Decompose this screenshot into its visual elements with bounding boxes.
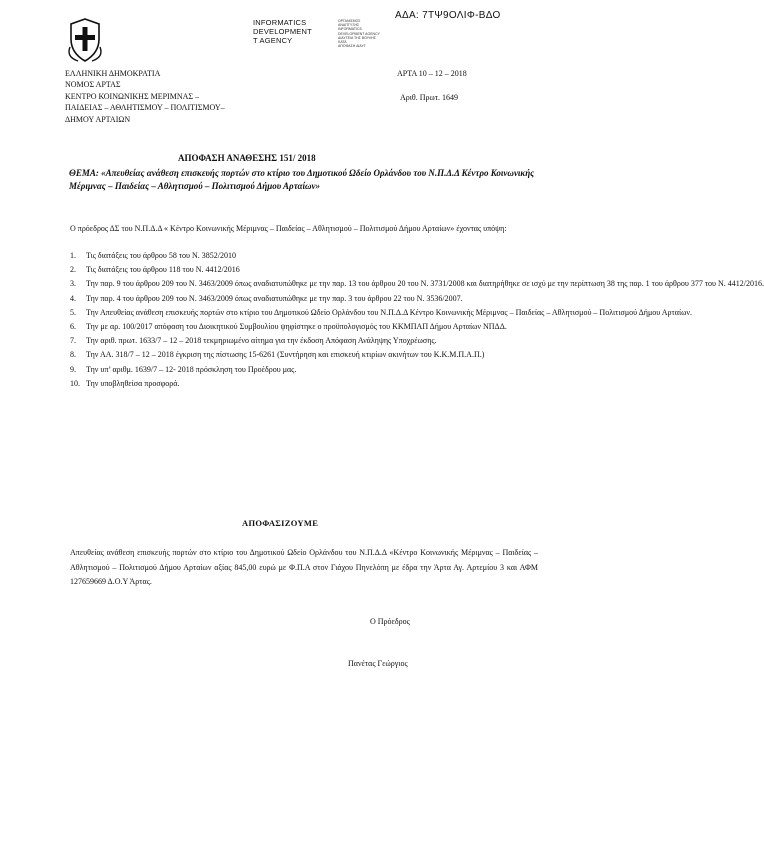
- signature-title: Ο Πρόεδρος: [370, 617, 410, 626]
- list-item: 4. Την παρ. 4 του άρθρου 209 του Ν. 3463/2009 όπως αναδιατυπώθηκε με την παρ. 3 του άρθρου 22 του Ν. 3536/2007.: [70, 293, 463, 303]
- list-item: 2. Τις διατάξεις του άρθρου 118 του Ν. 4412/2016: [70, 265, 240, 275]
- logo-line: DEVELOPMENT: [253, 27, 312, 36]
- logo-line: T AGENCY: [253, 36, 293, 45]
- list-item: 10. Την υποβληθείσα προσφορά.: [70, 378, 180, 388]
- decide-heading: ΑΠΟΦΑΣΙΖΟΥΜΕ: [242, 518, 319, 528]
- organization-header: [65, 68, 225, 125]
- considerations-list: [70, 250, 764, 392]
- list-item: 7. Την αριθ. πρωτ. 1633/7 – 12 – 2018 τεκμηριωμένο αίτημα για την έκδοση Απόφαση Ανάληψης Υποχρέωσης.: [70, 336, 437, 346]
- signature-name: Πανέτας Γεώργιος: [348, 659, 408, 668]
- list-item: 5. Την Απευθείας ανάθεση επισκευής πορτών στο κτίριο του Δημοτικού Ωδείο Ορλάνδου του Ν.Π.Δ.Δ Κέντρο Κοινωνικής Μέριμνας – Παιδείας – Αθλητισμού – Πολιτισμού Δήμου Αρταίων.: [70, 307, 692, 317]
- decision-title: ΑΠΟΦΑΣΗ ΑΝΑΘΕΣΗΣ 151/ 2018: [178, 153, 316, 163]
- subject: ΘΕΜΑ: «Απευθείας ανάθεση επισκευής πορτών στο κτίριο του Δημοτικού Ωδείο Ορλάνδου του Ν.Π.Δ.Δ Κέντρο Κοινωνικής Μέριμνας – Παιδείας – Αθλητισμού – Πολιτισμού Δήμου Αρταίων»: [69, 168, 535, 191]
- informatics-agency-logo: [253, 19, 383, 53]
- greek-emblem-icon: [68, 17, 102, 63]
- intro-paragraph: Ο πρόεδρος ΔΣ του Ν.Π.Δ.Δ « Κέντρο Κοινωνικής Μέριμνας – Παιδείας – Αθλητισμού – Πολιτισμού Δήμου Αρταίων» έχοντας υπόψη:: [70, 224, 507, 233]
- org-line: ΔΗΜΟΥ ΑΡΤΑΙΩΝ: [65, 114, 131, 124]
- org-line: ΕΛΛΗΝΙΚΗ ΔΗΜΟΚΡΑΤΙΑ: [65, 69, 161, 78]
- org-line: ΝΟΜΟΣ ΑΡΤΑΣ: [65, 80, 121, 90]
- logo-small-text: ΟΡΓΑΝΙΣΜΟΣ ΑΝΑΠΤΥΞΗΣ INFORMATICS DEVELOPMENT AGENCY ΔΙΑΥΓΕΙΑ ΤΗΣ ΒΟΥΛΗΣ ΚΑΤΑ ΑΠΟΦΑΣΗ ΔΙΑΥΓ: [338, 19, 380, 49]
- list-item: 3. Την παρ. 9 του άρθρου 209 του Ν. 3463/2009 όπως αναδιατυπώθηκε με την παρ. 13 του άρθρου 20 του Ν. 3731/2008 και διατηρήθηκε σε ισχύ με την περίπτωση 38 της παρ. 1 του άρθρου 377 του Ν. 4412/2016.: [70, 279, 764, 289]
- document-date: ΑΡΤΑ 10 – 12 – 2018: [397, 69, 467, 78]
- list-item: 1. Τις διατάξεις του άρθρου 58 του Ν. 3852/2010: [70, 251, 237, 260]
- org-line: ΚΕΝΤΡΟ ΚΟΙΝΩΝΙΚΗΣ ΜΕΡΙΜΝΑΣ –: [65, 91, 200, 101]
- logo-line: INFORMATICS: [253, 18, 307, 27]
- ada-code: ΑΔΑ: 7ΤΨ9ΟΛΙΦ-ΒΔΟ: [395, 10, 501, 21]
- org-line: ΠΑΙΔΕΙΑΣ – ΑΘΛΗΤΙΣΜΟΥ – ΠΟΛΙΤΙΣΜΟΥ–: [65, 103, 225, 113]
- protocol-number: Αριθ. Πρωτ. 1649: [400, 93, 459, 102]
- list-item: 8. Την ΑΑ. 318/7 – 12 – 2018 έγκριση της πίστωσης 15-6261 (Συντήρηση και επισκευή κτιρίων ακινήτων του Κ.Κ.Μ.Π.Α.Π.): [70, 350, 485, 360]
- decision-body: Απευθείας ανάθεση επισκευής πορτών στο κτίριο του Δημοτικού Ωδείο Ορλάνδου του Ν.Π.Δ.Δ «Κέντρο Κοινωνικής Μέριμνας – Παιδείας – Αθλητισμού – Πολιτισμού Δήμου Αρταίων αξίας 845,00 ευρώ με Φ.Π.Α στον Γιάχου Πηνελόπη με έδρα την Άρτα Αγ. Αρτεμίου 3 και ΑΦΜ 127659669 Δ.Ο.Υ Άρτας.: [70, 548, 538, 586]
- list-item: 6. Την με αρ. 100/2017 απόφαση του Διοικητικού Συμβουλίου ψηφίστηκε ο προϋπολογισμός του ΚΚΜΠΑΠ Δήμου Αρταίων ΝΠΔΔ.: [70, 322, 507, 332]
- list-item: 9. Την υπ’ αριθμ. 1639/7 – 12- 2018 πρόσκληση του Προέδρου μας.: [70, 364, 297, 374]
